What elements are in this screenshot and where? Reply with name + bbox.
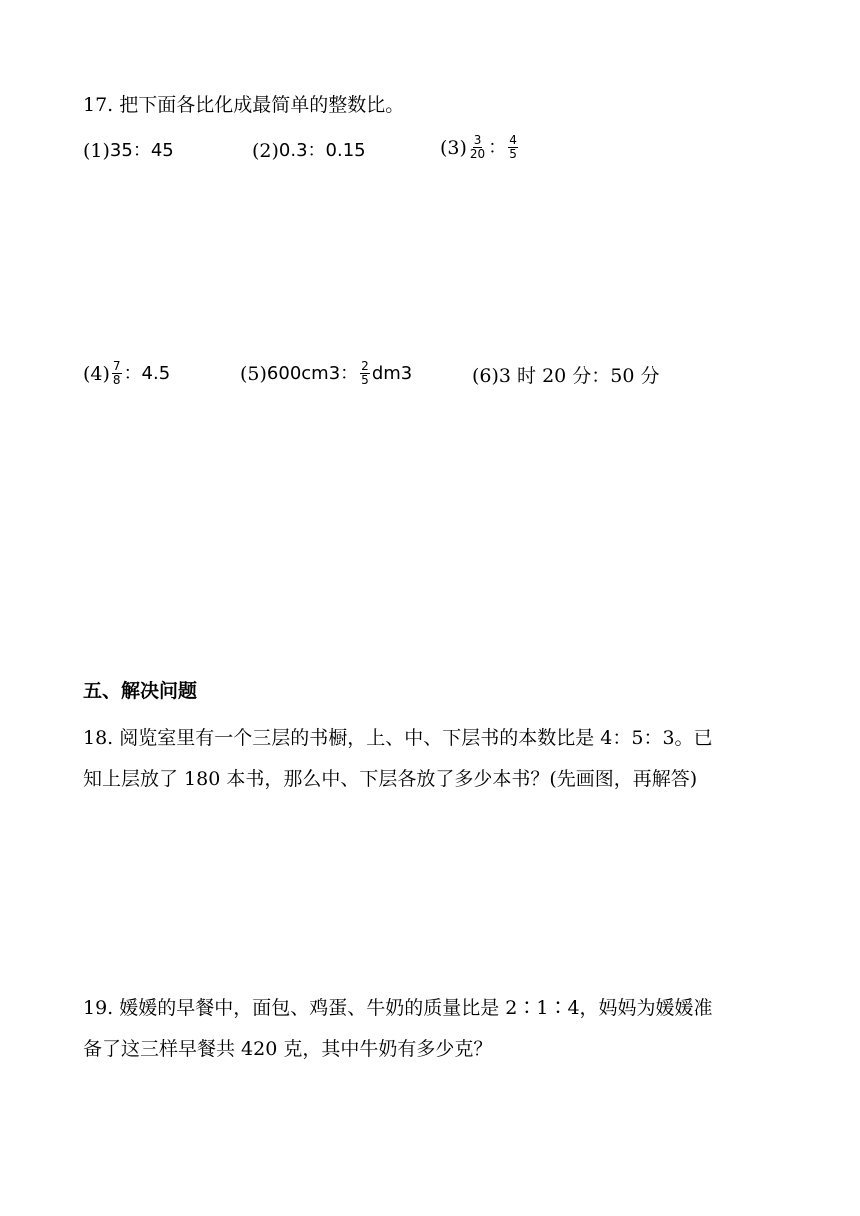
item-expression: 0.3：0.15 [278,140,366,161]
denominator: 20 [469,147,486,161]
item-label: (6) [472,365,499,387]
numerator: 7 [112,359,121,373]
q18-line-2: 知上层放了 180 本书，那么中、下层各放了多少本书？(先画图，再解答) [83,768,698,790]
fraction [112,360,122,387]
ratio-separator: ： [340,362,359,384]
ratio-separator: ： [488,136,507,158]
fraction [469,134,486,161]
q17-item-2 [252,138,366,164]
numerator: 4 [509,133,517,147]
q19-line-1: 19. 媛媛的早餐中，面包、鸡蛋、牛奶的质量比是 2∶1∶4，妈妈为媛媛准 [83,997,713,1019]
quantity-a: 600cm [266,362,329,384]
unit: dm [371,362,401,384]
item-label: (2) [252,140,279,162]
denominator: 5 [361,373,369,387]
item-label: (4) [83,362,110,385]
q17-item-5 [240,360,412,387]
q17-item-3 [440,134,520,161]
q17-item-1 [83,138,174,164]
exponent: 3 [400,362,413,384]
q17-item-6 [472,363,660,389]
denominator: 5 [509,147,517,161]
section-title: 五、解决问题 [83,680,198,702]
numerator: 3 [473,133,482,147]
numerator: 2 [361,359,369,373]
denominator: 8 [112,373,121,387]
item-label: (1) [83,140,110,162]
item-expression: 3 时 20 分：50 分 [498,365,660,387]
q17-item-4 [83,360,170,387]
q17-title: 17. 把下面各比化成最简单的整数比。 [83,94,405,116]
item-expression: ：4.5 [123,362,171,384]
item-label: (5) [240,362,267,385]
q18-line-1: 18. 阅览室里有一个三层的书橱，上、中、下层书的本数比是 4：5：3。已 [83,727,713,749]
fraction [360,360,370,387]
q19-line-2: 备了这三样早餐共 420 克，其中牛奶有多少克？ [83,1038,493,1060]
item-expression: 35：45 [109,140,174,161]
exponent: 3 [328,362,341,384]
item-label: (3) [440,136,467,159]
fraction [508,134,518,161]
